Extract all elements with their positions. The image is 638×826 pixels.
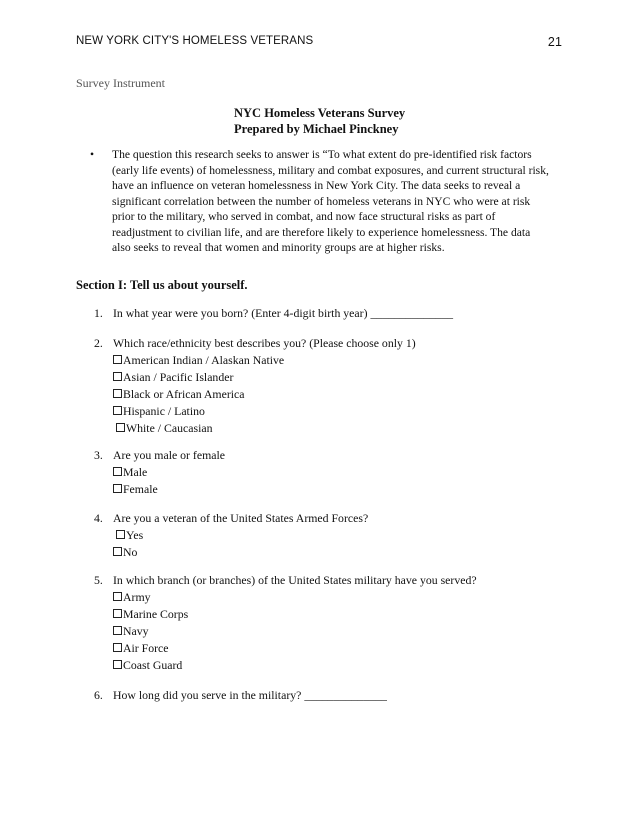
checkbox-icon[interactable] xyxy=(113,592,122,601)
answer-options xyxy=(113,352,416,437)
checkbox-icon[interactable] xyxy=(113,609,122,618)
option[interactable] xyxy=(113,352,416,369)
checkbox-icon[interactable] xyxy=(113,372,122,381)
survey-title-line: NYC Homeless Veterans Survey xyxy=(234,106,406,120)
answer-options xyxy=(113,527,368,561)
checkbox-icon[interactable] xyxy=(116,530,125,539)
question-number: 1. xyxy=(94,306,103,320)
question-text: In what year were you born? (Enter 4-digit birth year) ______________ xyxy=(113,306,454,320)
question-6 xyxy=(94,687,387,704)
option-label: Asian / Pacific Islander xyxy=(123,370,234,384)
question-number: 2. xyxy=(94,336,103,350)
question-4 xyxy=(94,510,368,561)
option-label: American Indian / Alaskan Native xyxy=(123,353,285,367)
option-label: Male xyxy=(123,465,148,479)
option[interactable] xyxy=(113,403,416,420)
option-label: Hispanic / Latino xyxy=(123,404,205,418)
intro-text: The question this research seeks to answer is “To what extent do pre-identified risk factors (early life events) of homelessness, military and combat exposures, and current structural risk, have an influence on veteran homelessness in New York City. The data seeks to reveal a significant correlation between the number of homeless veterans in NYC who were at risk prior to the military, who served in combat, and now face structural risks as part of readjustment to civilian life, and are therefore likely to experience homelessness. The data also seeks to reveal that women and minority groups are at higher risks. xyxy=(112,148,549,254)
question-2 xyxy=(94,335,416,437)
question-text: Which race/ethnicity best describes you? (Please choose only 1) xyxy=(113,336,416,350)
question-number: 3. xyxy=(94,448,103,462)
option-label: Female xyxy=(123,482,158,496)
option[interactable] xyxy=(113,369,416,386)
checkbox-icon[interactable] xyxy=(113,467,122,476)
option[interactable] xyxy=(113,481,225,498)
question-number: 4. xyxy=(94,511,103,525)
question-text: In which branch (or branches) of the United States military have you served? xyxy=(113,573,477,587)
option[interactable] xyxy=(113,606,477,623)
option-label: No xyxy=(123,545,138,559)
question-text: How long did you serve in the military? ______________ xyxy=(113,688,387,702)
option[interactable] xyxy=(113,589,477,606)
checkbox-icon[interactable] xyxy=(113,626,122,635)
question-number: 5. xyxy=(94,573,103,587)
option-label: Coast Guard xyxy=(123,658,183,672)
option[interactable] xyxy=(113,623,477,640)
option[interactable] xyxy=(113,464,225,481)
option-label: Yes xyxy=(126,528,144,542)
survey-author-line: Prepared by Michael Pinckney xyxy=(234,122,399,136)
section-label: Survey Instrument xyxy=(76,76,165,90)
option[interactable] xyxy=(113,527,368,544)
option-label: Navy xyxy=(123,624,149,638)
option-label: Marine Corps xyxy=(123,607,189,621)
checkbox-icon[interactable] xyxy=(113,643,122,652)
survey-title xyxy=(234,105,405,137)
running-header xyxy=(76,35,562,49)
option[interactable] xyxy=(113,386,416,403)
option[interactable] xyxy=(113,657,477,674)
running-title: NEW YORK CITY'S HOMELESS VETERANS xyxy=(76,35,314,47)
option-label: Air Force xyxy=(123,641,169,655)
question-text: Are you male or female xyxy=(113,448,226,462)
checkbox-icon[interactable] xyxy=(113,547,122,556)
answer-options xyxy=(113,589,477,674)
page-number: 21 xyxy=(547,35,562,49)
option-label: Army xyxy=(123,590,151,604)
intro-bullet xyxy=(90,147,550,256)
option-label: White / Caucasian xyxy=(126,421,213,435)
question-text: Are you a veteran of the United States Armed Forces? xyxy=(113,511,369,525)
question-number: 6. xyxy=(94,688,103,702)
option-label: Black or African America xyxy=(123,387,245,401)
checkbox-icon[interactable] xyxy=(113,355,122,364)
question-3 xyxy=(94,447,225,498)
checkbox-icon[interactable] xyxy=(113,484,122,493)
option[interactable] xyxy=(113,420,416,437)
question-1 xyxy=(94,305,453,322)
answer-options xyxy=(113,464,225,498)
option[interactable] xyxy=(113,640,477,657)
checkbox-icon[interactable] xyxy=(113,660,122,669)
question-5 xyxy=(94,572,477,674)
checkbox-icon[interactable] xyxy=(116,423,125,432)
section-heading: Section I: Tell us about yourself. xyxy=(76,278,248,292)
bullet-icon: • xyxy=(90,148,95,161)
checkbox-icon[interactable] xyxy=(113,406,122,415)
option[interactable] xyxy=(113,544,368,561)
checkbox-icon[interactable] xyxy=(113,389,122,398)
